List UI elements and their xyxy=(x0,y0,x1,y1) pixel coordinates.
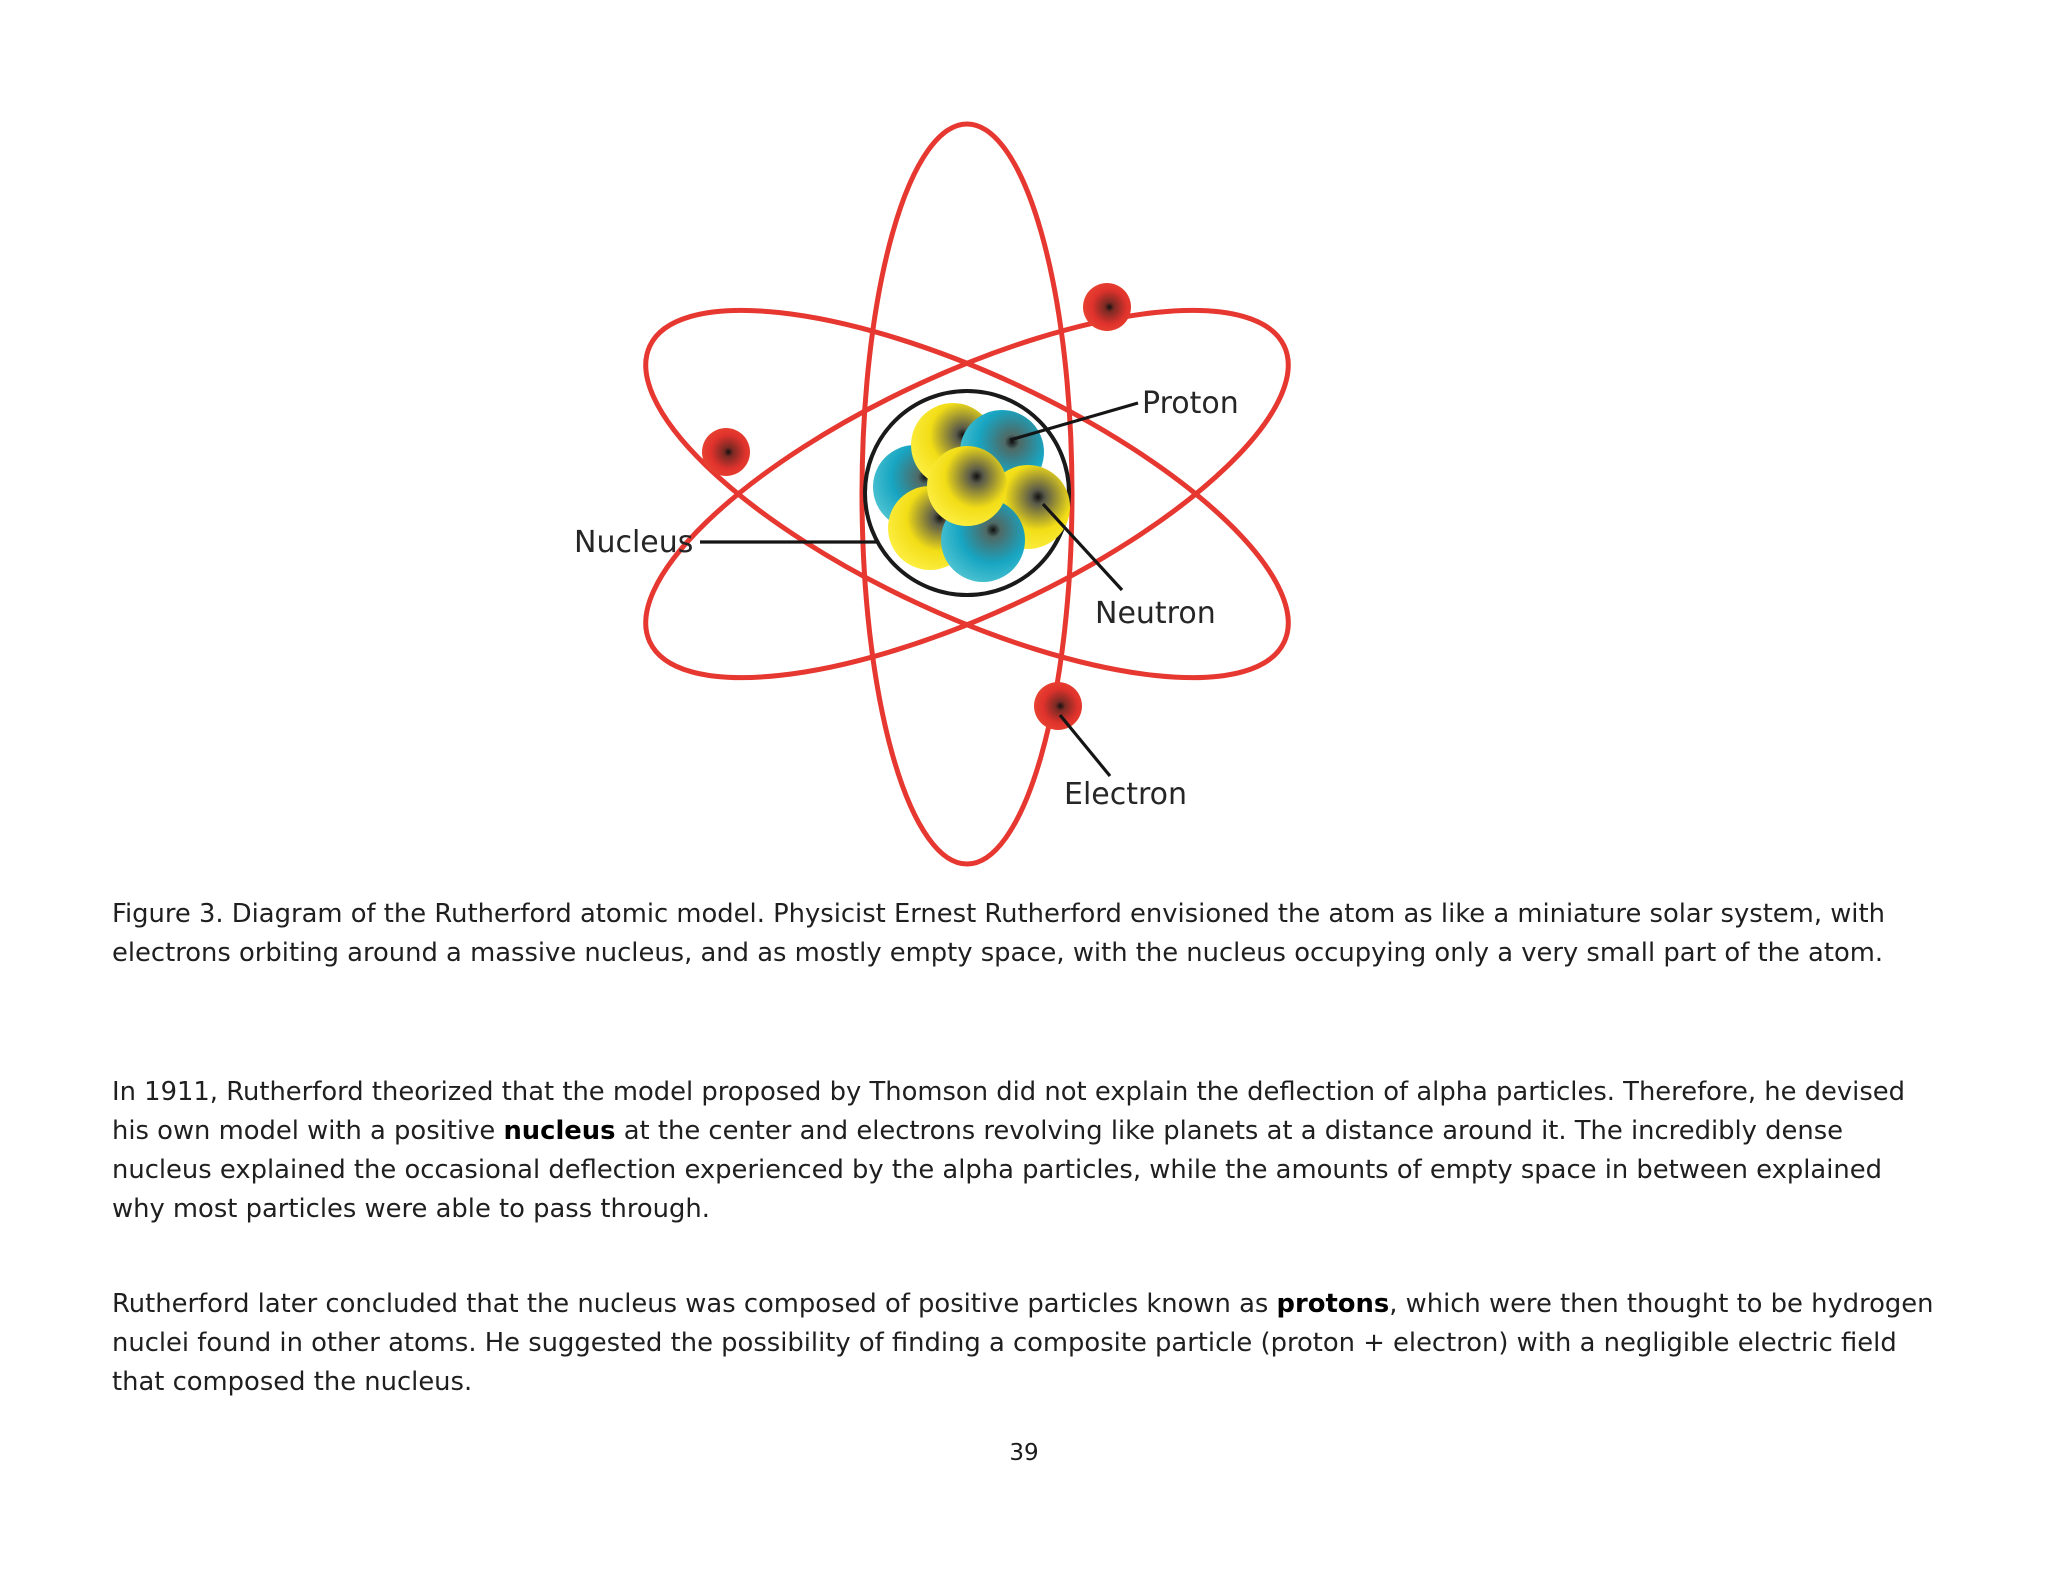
figure-caption: Figure 3. Diagram of the Rutherford atomic model. Physicist Ernest Rutherford envisioned the atom as like a miniature solar system, with electrons orbiting around a massive nucleus, and as mostly empty space, with the nucleus occupying only a very small part of the atom. xyxy=(112,899,1885,968)
nucleus-label: Nucleus xyxy=(574,525,694,560)
body-paragraph xyxy=(112,1073,1942,1229)
bold-term-nucleus: nucleus xyxy=(503,1116,616,1146)
electron-bottom xyxy=(1034,682,1082,730)
paragraph-text: In 1911, Rutherford theorized that the model proposed by Thomson did not explain the deflection of alpha particles. Therefore, he devised his own model with a positive xyxy=(112,1077,1906,1146)
page-number: 39 xyxy=(1009,1440,1039,1466)
electron-left xyxy=(702,428,750,476)
electron-label: Electron xyxy=(1064,777,1188,812)
body-paragraph xyxy=(112,1285,1942,1402)
proton-label: Proton xyxy=(1142,386,1239,421)
paragraph-text: at the center and electrons revolving like planets at a distance around it. The incredibly dense nucleus explained the occasional deflection experienced by the alpha particles, while the amounts of empty space in between explained why most particles were able to pass through. xyxy=(112,1116,1882,1224)
paragraph-text: Rutherford later concluded that the nucleus was composed of positive particles known as xyxy=(112,1289,1277,1319)
proton-sphere xyxy=(927,446,1007,526)
electron-top-right xyxy=(1083,283,1131,331)
paragraph-text: , which were then thought to be hydrogen nuclei found in other atoms. He suggested the possibility of finding a composite particle (proton + electron) with a negligible electric field that composed the nucleus. xyxy=(112,1289,1934,1397)
electron-leader-line xyxy=(1060,715,1110,776)
neutron-label: Neutron xyxy=(1095,596,1216,631)
bold-term-protons: protons xyxy=(1276,1289,1390,1319)
